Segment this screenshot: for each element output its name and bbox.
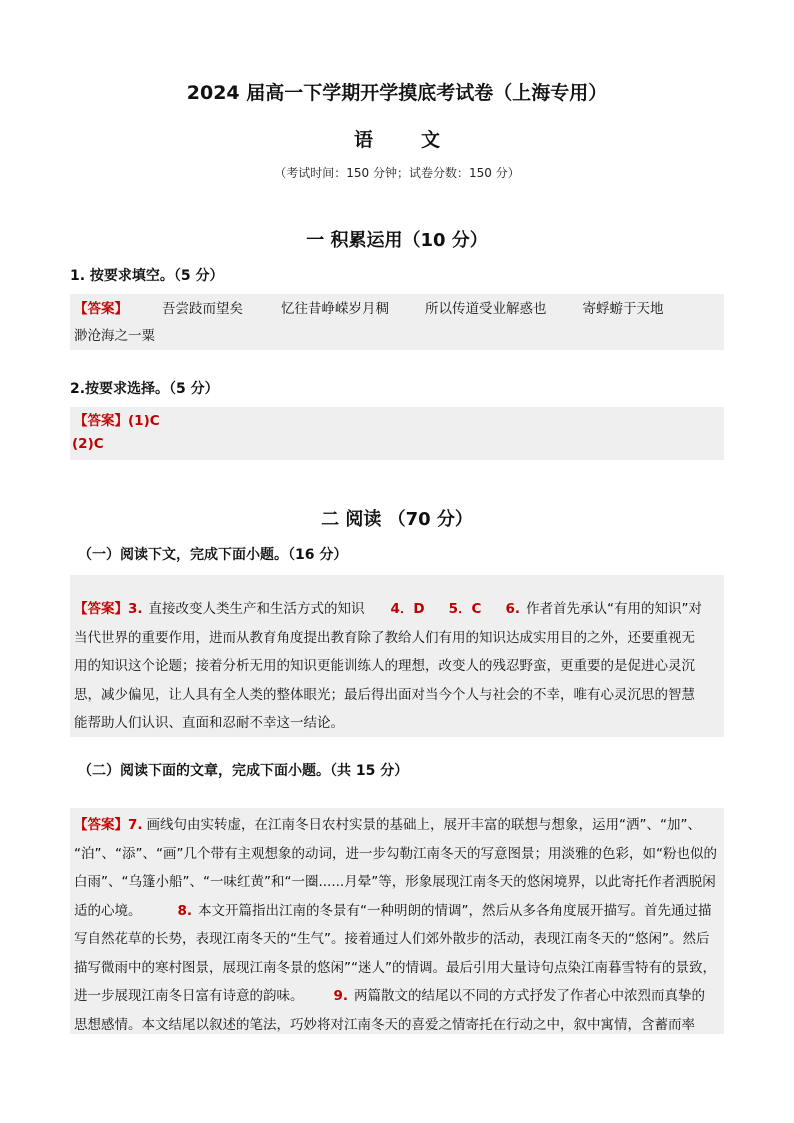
part-1-answer-box — [70, 575, 724, 737]
answer-item: 忆往昔峥嵘岁月稠 — [281, 301, 389, 317]
section-2-title: 二 阅读 （70 分） — [321, 509, 473, 530]
exam-info: （考试时间：150 分钟；试卷分数：150 分） — [274, 166, 520, 180]
part-2-answer-box — [70, 808, 724, 1034]
question-2-answer-box — [70, 407, 724, 460]
part-1-answer-text: 【答案】3. 直接改变人类生产和生活方式的知识 4．D 5．C 6. 作者首先承认“有用的知识”对 当代世界的重要作用，进而从教育角度提出教育除了教给人们有用的知识达成实用目的之外，还要重视无 用的知识这个论题；接着分析无用的知识更能训练人的理想，改变人的残忍野蛮，更重要的是促进心灵沉 思，减少偏见，让人具有全人类的整体眼光；最后得出面对当今个人与社会的不幸，唯有心灵沉思的智慧 能帮助人们认识、直面和忍耐不幸这一结论。 — [74, 601, 702, 731]
question-2-heading: 2.按要求选择。（5 分） — [70, 381, 219, 397]
answer-tag: 【答案】 — [74, 413, 128, 429]
part-1-heading: （一）阅读下文，完成下面小题。（16 分） — [78, 547, 348, 563]
subject-char-2: 文 — [421, 129, 441, 151]
answer-item: 寄蜉蝣于天地 — [582, 301, 664, 317]
part-2-answer-text: 【答案】7. 画线句由实转虚，在江南冬日农村实景的基础上，展开丰富的联想与想象，运用“洒”、“加”、 “泊”、“添”、“画”几个带有主观想象的动词，进一步勾勒江南冬天的写意图景；用淡雅的色彩，如“粉也似的 白雨”、“乌篷小船”、“一味红黄”和“一圈......月晕”等，形象展现江南冬天的悠闲境界，以此寄托作者洒脱闲 适的心境。 8. 本文开篇指出江南的冬景有“一种明朗的情调”，然后从多各角度展开描写。首先通过描 写自然花草的长势，表现江南冬天的“生气”。接着通过人们郊外散步的活动，表现江南冬天的“悠闲”。然后 描写微雨中的寒村图景，展现江南冬景的悠闲”“迷人”的情调。最后引用大量诗句点染江南暮雪特有的景致， 进一步展现江南冬日富有诗意的韵味。 9. 两篇散文的结尾以不同的方式抒发了作者心中浓烈而真挚的 思想感情。本文结尾以叙述的笔法，巧妙将对江南冬天的喜爱之情寄托在行动之中，叙中寓情，含蓄而率 — [74, 817, 717, 1033]
subject-char-1: 语 — [353, 129, 373, 151]
answer-value: (2)C — [72, 436, 104, 452]
subject-title — [0, 125, 794, 152]
answer-value: (1)C — [128, 413, 160, 429]
part-2-heading: （二）阅读下面的文章，完成下面小题。（共 15 分） — [78, 763, 409, 779]
question-1-heading: 1. 按要求填空。（5 分） — [70, 268, 224, 284]
answer-item: 所以传道受业解惑也 — [425, 301, 547, 317]
section-1-title: 一 积累运用（10 分） — [306, 230, 488, 251]
question-1-answer-box — [70, 294, 724, 350]
answer-item: 渺沧海之一粟 — [74, 328, 155, 344]
answer-item: 吾尝跂而望矣 — [162, 301, 243, 317]
exam-title: 2024 届高一下学期开学摸底考试卷（上海专用） — [186, 82, 608, 104]
answer-tag: 【答案】 — [74, 301, 128, 317]
